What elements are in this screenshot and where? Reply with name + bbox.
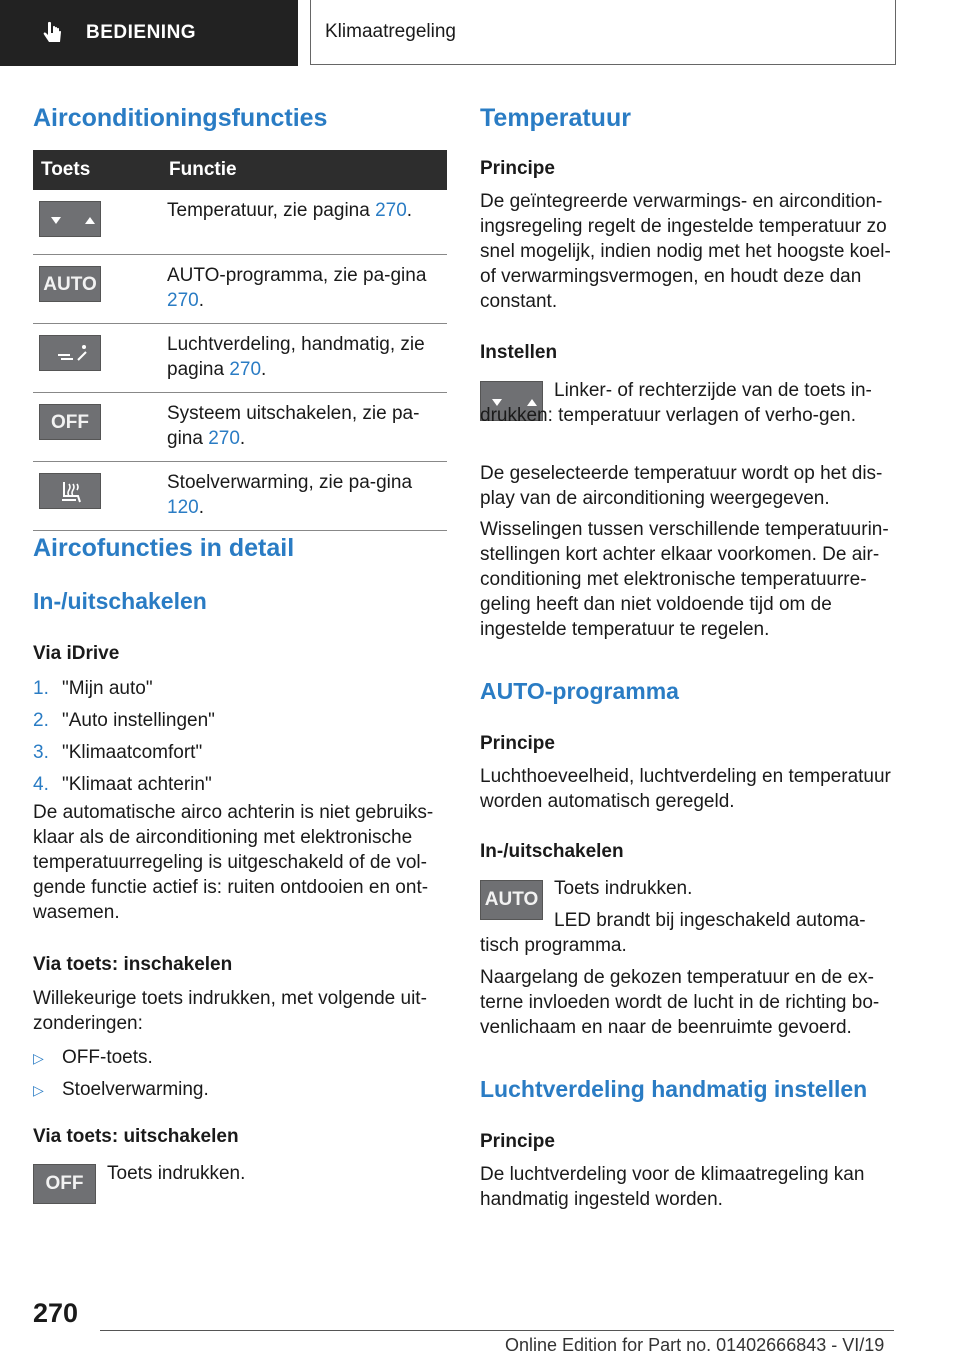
- off-button-text: OFF: [51, 411, 89, 433]
- air-distribution-icon: [39, 335, 101, 371]
- triangle-bullet-icon: ▷: [33, 1082, 44, 1098]
- row-text: Systeem uitschakelen, zie pa-gina: [167, 403, 420, 449]
- temperature-heading: Temperatuur: [480, 104, 631, 132]
- principe-heading: Principe: [480, 733, 555, 754]
- switch-text: Wisselingen tussen verschillende temperatuurin-stellingen kort achter elkaar voorkomen. De air-conditioning met elektronische temperatuurre-geling heeft dan niet voldoende tijd om de ingestelde temperatuur te regelen.: [480, 519, 889, 640]
- table-cell-text: [161, 324, 447, 393]
- manual-heading: Luchtverdeling handmatig instellen: [480, 1076, 868, 1102]
- manual-text: De luchtverdeling voor de klimaatregeling kan handmatig ingesteld worden.: [480, 1164, 865, 1210]
- page-link[interactable]: 270: [167, 290, 199, 311]
- idrive-note: De automatische airco achterin is niet gebruiks-klaar als de airconditioning met elektronische temperatuurregeling is uitgeschakeld of de vol-gende functie actief is: ruiten ontdooien en ont-wasemen.: [33, 802, 434, 923]
- table-row: [33, 462, 447, 531]
- table-cell-text: [161, 255, 447, 324]
- temperature-text: De geïntegreerde verwarmings- en aircondition-ingsregeling regelt de ingestelde temperatuur zo snel mogelijk, indien nodig met het hoogste koel-of verwarmingsvermogen, en houdt deze dan constant.: [480, 191, 891, 312]
- off-button-icon: [33, 1164, 96, 1204]
- auto-button-icon: [39, 266, 101, 302]
- step-text: "Klimaat achterin": [62, 774, 212, 795]
- list-item: [33, 769, 445, 801]
- table-row: [33, 324, 447, 393]
- page-link[interactable]: 270: [208, 428, 240, 449]
- table-row: [33, 255, 447, 324]
- off-heading: Via toets: uitschakelen: [33, 1126, 239, 1147]
- table-cell-icon: [33, 255, 161, 324]
- principe-heading: Principe: [480, 158, 555, 179]
- exception-list: [33, 1042, 445, 1106]
- list-item: [33, 705, 445, 737]
- table-cell-text: [161, 190, 447, 255]
- table-cell-text: [161, 462, 447, 531]
- chapter-tab: [310, 0, 896, 65]
- instellen-text: Linker- of rechterzijde van de toets in-drukken: temperatuur verlagen of verho-gen.: [480, 380, 872, 426]
- step-number: 4.: [33, 774, 49, 795]
- table-header-row: [33, 150, 447, 190]
- step-text: "Mijn auto": [62, 678, 153, 699]
- auto-button-text: AUTO: [43, 273, 97, 295]
- list-item: [33, 673, 445, 705]
- list-item: [33, 1074, 445, 1106]
- auto-text: Luchthoeveelheid, luchtverdeling en temperatuur worden automatisch geregeld.: [480, 766, 891, 812]
- step-number: 3.: [33, 742, 49, 763]
- hand-pointer-icon: [40, 20, 66, 46]
- principe-heading: Principe: [480, 1131, 555, 1152]
- exception-text: Stoelverwarming.: [62, 1079, 209, 1100]
- page-number: 270: [33, 1298, 79, 1328]
- table-cell-icon: [33, 190, 161, 255]
- step-text: "Auto instellingen": [62, 710, 215, 731]
- auto-heading: AUTO-programma: [480, 678, 679, 704]
- onoff-heading: In-/uitschakelen: [33, 588, 207, 614]
- via-idrive-heading: Via iDrive: [33, 643, 120, 664]
- step-number: 1.: [33, 678, 49, 699]
- on-heading: Via toets: inschakelen: [33, 954, 233, 975]
- page-header: [0, 0, 960, 66]
- off-button-text: OFF: [45, 1173, 84, 1194]
- table-row: [33, 393, 447, 462]
- auto-after-text: Naargelang de gekozen temperatuur en de ex-terne invloeden wordt de lucht in de richting bo-venlichaam en naar de beenruimte gevoerd.: [480, 967, 880, 1038]
- auto-button-text: AUTO: [484, 889, 539, 910]
- display-text: De geselecteerde temperatuur wordt op het dis-play van de airconditioning weergegeven.: [480, 463, 883, 509]
- seat-heating-icon: [39, 473, 101, 509]
- step-number: 2.: [33, 710, 49, 731]
- off-button-icon: [39, 404, 101, 440]
- step-text: "Klimaatcomfort": [62, 742, 203, 763]
- page-link[interactable]: 270: [229, 359, 262, 380]
- table-row: [33, 190, 447, 255]
- table-cell-icon: [33, 324, 161, 393]
- row-end: .: [239, 428, 246, 449]
- row-text: Temperatuur, zie pagina: [167, 200, 376, 221]
- column-header-toets: Toets: [33, 150, 161, 190]
- triangle-bullet-icon: ▷: [33, 1050, 44, 1066]
- press-text: Toets indrukken.: [554, 878, 693, 899]
- row-text: AUTO-programma, zie pa-gina: [167, 265, 427, 286]
- table-cell-icon: [33, 462, 161, 531]
- auto-onoff-heading: In-/uitschakelen: [480, 841, 624, 862]
- row-text: Stoelverwarming, zie pa-gina: [167, 472, 413, 493]
- row-text: Luchtverdeling, handmatig, zie pagina: [167, 334, 425, 380]
- table-cell-icon: [33, 393, 161, 462]
- detail-heading: Aircofuncties in detail: [33, 534, 295, 562]
- row-end: .: [198, 497, 204, 518]
- row-end: .: [406, 200, 413, 221]
- table-cell-text: [161, 393, 447, 462]
- instellen-heading: Instellen: [480, 342, 558, 363]
- exception-text: OFF-toets.: [62, 1047, 153, 1068]
- list-item: [33, 737, 445, 769]
- off-text: Toets indrukken.: [107, 1163, 246, 1184]
- led-text: LED brandt bij ingeschakeld automa-tisch programma.: [480, 910, 866, 956]
- on-text: Willekeurige toets indrukken, met volgende uit-zonderingen:: [33, 988, 427, 1034]
- footer-divider: [100, 1330, 894, 1331]
- page-link[interactable]: 270: [375, 200, 407, 221]
- section-label: BEDIENING: [86, 22, 197, 43]
- column-header-functie: Functie: [161, 150, 447, 190]
- page-link[interactable]: 120: [167, 497, 199, 518]
- temperature-arrows-icon: [39, 201, 101, 237]
- row-end: .: [261, 359, 267, 380]
- functions-heading: Airconditioningsfuncties: [33, 104, 328, 132]
- chapter-label: Klimaatregeling: [325, 21, 456, 42]
- section-tab: [0, 0, 298, 66]
- edition-text: Online Edition for Part no. 01402666843 - VI/19: [505, 1335, 885, 1355]
- list-item: [33, 1042, 445, 1074]
- row-end: .: [198, 290, 204, 311]
- functions-table: [33, 150, 447, 531]
- idrive-steps: [33, 673, 445, 801]
